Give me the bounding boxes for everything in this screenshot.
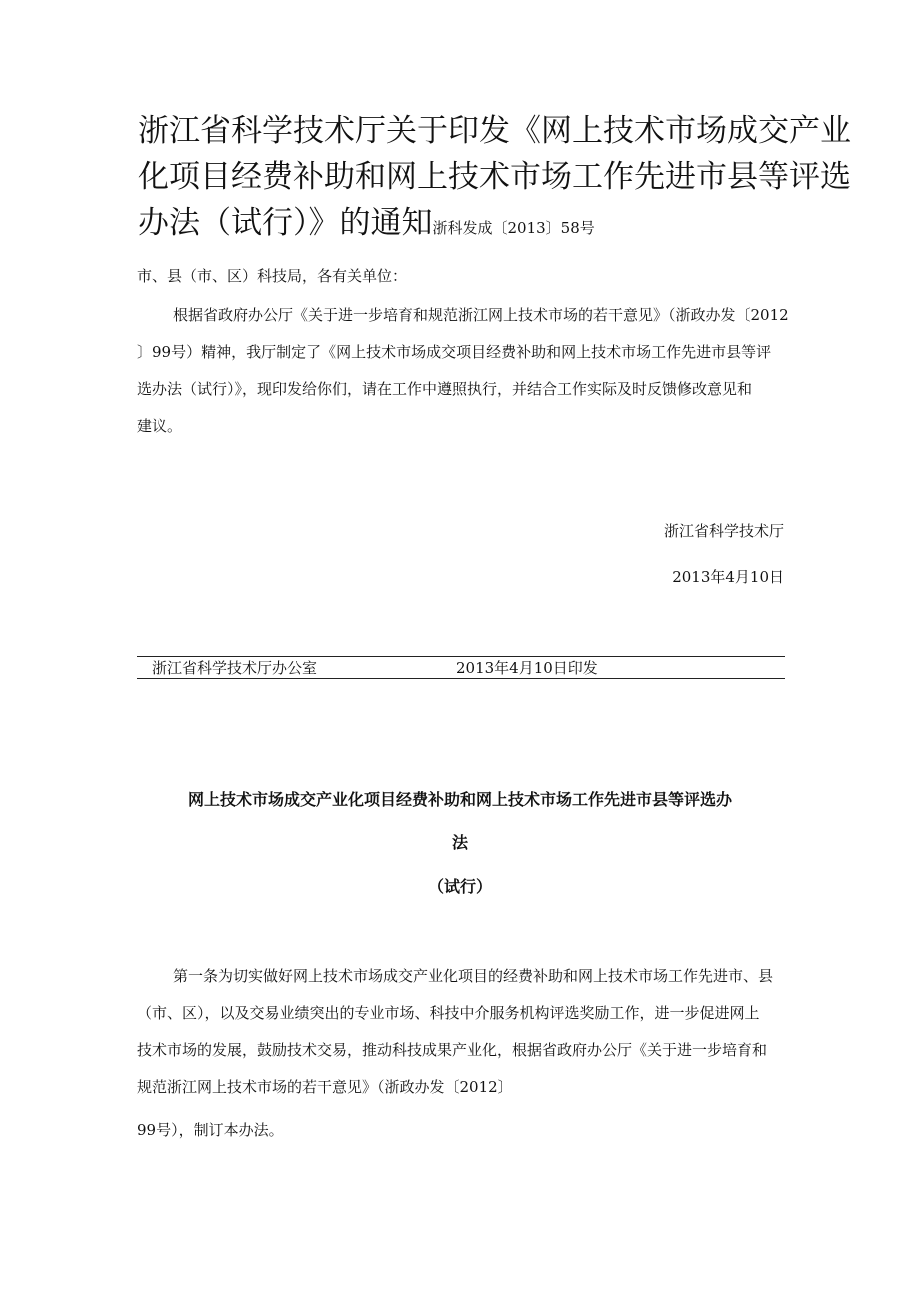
notice-title [138,108,851,251]
measures-title-line-1: 网上技术市场成交产业化项目经费补助和网上技术市场工作先进市县等评选办 [187,790,732,809]
signer-organization: 浙江省科学技术厅 [663,522,784,540]
article-1-line: 规范浙江网上技术市场的若干意见》（浙政办发〔2012〕 [137,1078,513,1096]
notice-body-line: 建议。 [137,417,183,435]
measures-subtitle-trial: （试行） [427,877,492,896]
issue-date: 2013年4月10日印发 [456,659,598,677]
article-1-line: （市、区），以及交易业绩突出的专业市场、科技中介服务机构评选奖励工作，进一步促进网上 [137,1004,760,1022]
notice-title-line-2: 化项目经费补助和网上技术市场工作先进市县等评选 [138,159,851,195]
salutation: 市、县（市、区）科技局，各有关单位： [137,267,408,285]
footer-bottom-rule [137,678,785,679]
notice-title-line-1: 浙江省科学技术厅关于印发《网上技术市场成交产业 [138,113,851,149]
article-1-line: 技术市场的发展，鼓励技术交易，推动科技成果产业化，根据省政府办公厅《关于进一步培育和 [137,1041,768,1059]
notice-title-line-3-text: 办法（试行）》的通知 [138,205,433,241]
measures-title-line-2: 法 [451,833,468,852]
signature-date: 2013年4月10日 [672,568,784,586]
article-1-line: 第一条为切实做好网上技术市场成交产业化项目的经费补助和网上技术市场工作先进市、县 [173,967,774,985]
notice-body-line: 选办法（试行）》，现印发给你们，请在工作中遵照执行，并结合工作实际及时反馈修改意见和 [137,380,753,398]
article-1-line: 99号），制订本办法。 [137,1121,284,1139]
notice-body [137,297,787,445]
notice-body-line: 根据省政府办公厅《关于进一步培育和规范浙江网上技术市场的若干意见》（浙政办发〔2012 [173,306,789,324]
notice-body-line: 〕99号）精神，我厅制定了《网上技术市场成交项目经费补助和网上技术市场工作先进市县等评 [137,343,772,361]
document-number: 浙科发成〔2013〕58号 [432,219,595,237]
article-1 [137,958,787,1149]
issuing-office: 浙江省科学技术厅办公室 [152,659,318,677]
notice-title-line-3 [138,200,798,251]
